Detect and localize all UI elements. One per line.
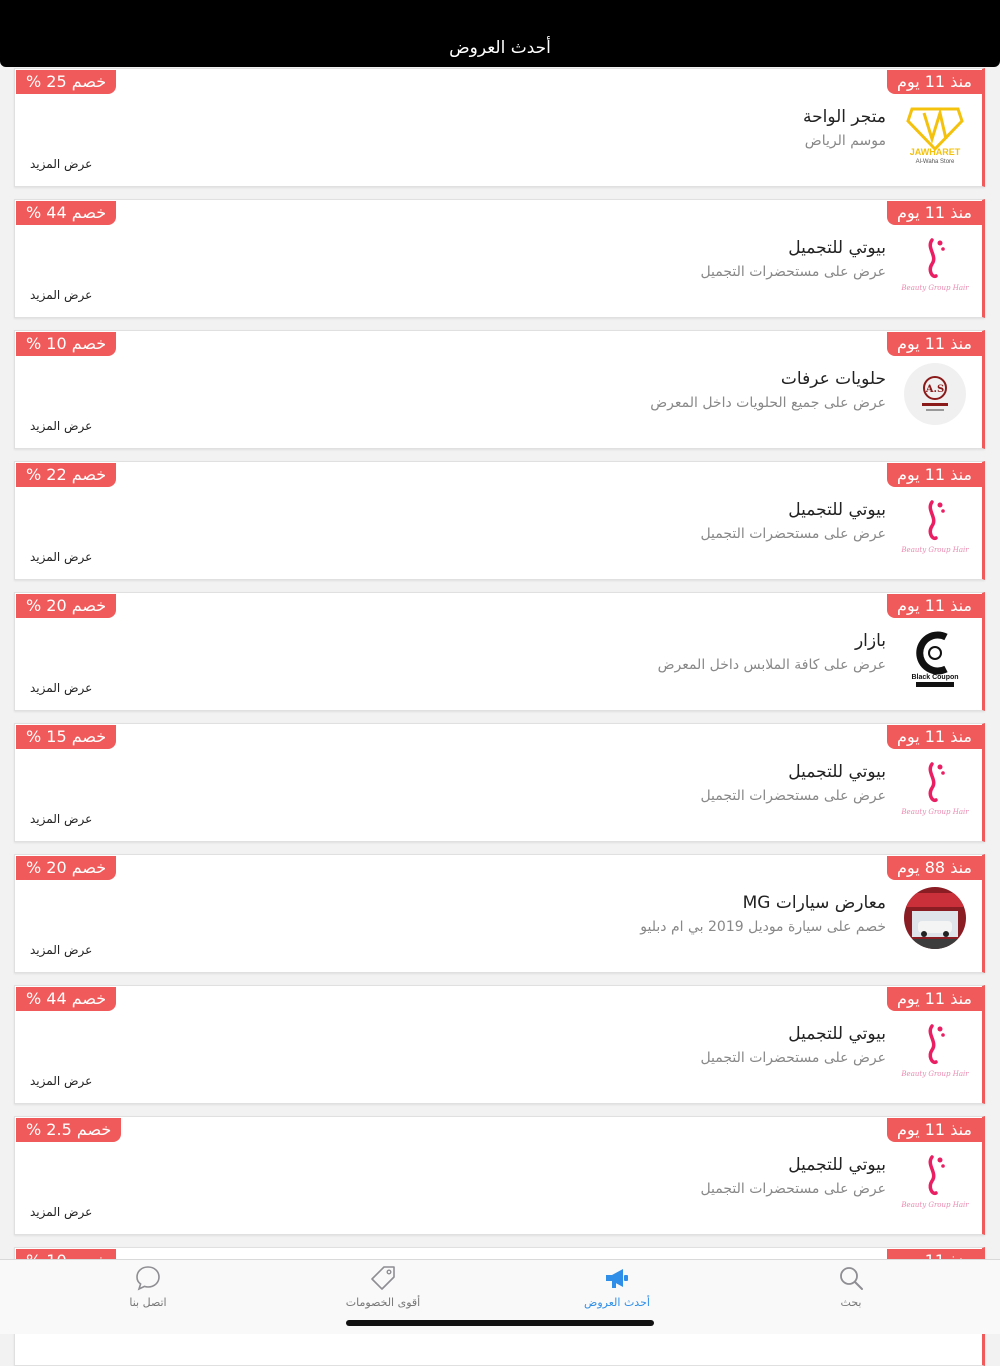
offer-title: حلويات عرفات <box>780 369 886 389</box>
more-link[interactable]: عرض المزيد <box>30 157 93 171</box>
black-coupon-text: Black Coupon <box>911 674 959 681</box>
tab-top-discounts[interactable] <box>303 1264 463 1314</box>
offer-card[interactable] <box>14 723 985 842</box>
time-badge: منذ 11 يوم <box>887 332 982 356</box>
offer-subtitle: عرض على مستحضرات التجميل <box>700 1181 886 1197</box>
time-badge: منذ 11 يوم <box>887 70 982 94</box>
megaphone-icon <box>603 1264 631 1292</box>
beauty-logo-text: Beauty Group Hair <box>901 1201 969 1209</box>
discount-badge: خصم 44 % <box>16 987 116 1011</box>
offer-title: بيوتي للتجميل <box>788 762 886 782</box>
top-navigation-bar <box>0 0 1000 67</box>
chat-bubble-icon <box>134 1264 162 1292</box>
discount-badge: خصم 20 % <box>16 856 116 880</box>
more-link[interactable]: عرض المزيد <box>30 681 93 695</box>
offer-title: معارض سيارات MG <box>742 893 886 913</box>
beauty-logo <box>902 754 968 820</box>
offer-title: متجر الواحة <box>802 107 886 127</box>
tab-top-discounts-label: أقوى الخصومات <box>345 1296 421 1309</box>
tab-search[interactable] <box>771 1264 931 1314</box>
offer-card[interactable] <box>14 1116 985 1235</box>
time-badge: منذ 11 يوم <box>887 463 982 487</box>
offer-subtitle: عرض على مستحضرات التجميل <box>700 526 886 542</box>
offer-subtitle: عرض على مستحضرات التجميل <box>700 264 886 280</box>
more-link[interactable]: عرض المزيد <box>30 943 93 957</box>
search-icon <box>837 1264 865 1292</box>
offer-subtitle: موسم الرياض <box>804 133 886 149</box>
offers-list[interactable] <box>0 67 1000 1259</box>
more-link[interactable]: عرض المزيد <box>30 288 93 302</box>
tab-search-label: بحث <box>840 1296 862 1309</box>
jawharet-logo <box>902 99 968 165</box>
offer-card[interactable] <box>14 592 985 711</box>
discount-badge: خصم 20 % <box>16 594 116 618</box>
discount-badge: خصم 15 % <box>16 725 116 749</box>
offer-title: بيوتي للتجميل <box>788 238 886 258</box>
offer-subtitle: عرض على كافة الملابس داخل المعرض <box>657 657 886 673</box>
time-badge: منذ 11 يوم <box>887 725 982 749</box>
beauty-logo <box>902 492 968 558</box>
offer-card[interactable] <box>14 199 985 318</box>
offer-subtitle: عرض على مستحضرات التجميل <box>700 1050 886 1066</box>
offer-card[interactable] <box>14 461 985 580</box>
time-badge: منذ 11 يوم <box>887 1118 982 1142</box>
tab-latest-offers[interactable] <box>537 1264 697 1314</box>
time-badge: منذ 11 يوم <box>887 201 982 225</box>
jawharet-logo-text: JAWHARET <box>909 147 961 157</box>
page-title: أحدث العروض <box>449 38 551 58</box>
offer-subtitle: عرض على مستحضرات التجميل <box>700 788 886 804</box>
offer-title: بيوتي للتجميل <box>788 1024 886 1044</box>
home-indicator <box>346 1320 654 1326</box>
beauty-logo <box>902 1147 968 1213</box>
as-logo-text: A.S <box>925 384 945 395</box>
offer-title: بيوتي للتجميل <box>788 1155 886 1175</box>
more-link[interactable]: عرض المزيد <box>30 1205 93 1219</box>
time-badge: منذ 11 يوم <box>887 987 982 1011</box>
more-link[interactable]: عرض المزيد <box>30 419 93 433</box>
black-coupon-logo <box>902 623 968 689</box>
time-badge: منذ 11 يوم <box>887 594 982 618</box>
discount-badge: خصم 25 % <box>16 70 116 94</box>
more-link[interactable]: عرض المزيد <box>30 550 93 564</box>
offer-title: بيوتي للتجميل <box>788 500 886 520</box>
beauty-logo <box>902 1016 968 1082</box>
discount-badge: خصم 22 % <box>16 463 116 487</box>
mg-cars-logo <box>902 885 968 951</box>
tab-latest-offers-label: أحدث العروض <box>584 1296 650 1309</box>
more-link[interactable]: عرض المزيد <box>30 1074 93 1088</box>
tag-icon <box>369 1264 397 1292</box>
waha-logo-text: Al-Waha Store <box>915 159 955 165</box>
beauty-logo <box>902 230 968 296</box>
offer-card[interactable] <box>14 68 985 187</box>
tab-contact-label: اتصل بنا <box>129 1296 167 1309</box>
offer-subtitle: عرض على جميع الحلويات داخل المعرض <box>650 395 886 411</box>
offer-card[interactable] <box>14 330 985 449</box>
offer-card[interactable] <box>14 985 985 1104</box>
time-badge: منذ 88 يوم <box>887 856 982 880</box>
discount-badge: خصم 2.5 % <box>16 1118 121 1142</box>
offer-subtitle: خصم على سيارة موديل 2019 بي ام دبليو <box>640 919 886 935</box>
more-link[interactable]: عرض المزيد <box>30 812 93 826</box>
offer-title: بازار <box>854 631 886 651</box>
beauty-logo-text: Beauty Group Hair <box>901 808 969 816</box>
as-sweets-logo <box>902 361 968 427</box>
beauty-logo-text: Beauty Group Hair <box>901 284 969 292</box>
beauty-logo-text: Beauty Group Hair <box>901 1070 969 1078</box>
tab-contact[interactable] <box>68 1264 228 1314</box>
discount-badge: خصم 10 % <box>16 332 116 356</box>
offer-card[interactable] <box>14 854 985 973</box>
discount-badge: خصم 44 % <box>16 201 116 225</box>
beauty-logo-text: Beauty Group Hair <box>901 546 969 554</box>
